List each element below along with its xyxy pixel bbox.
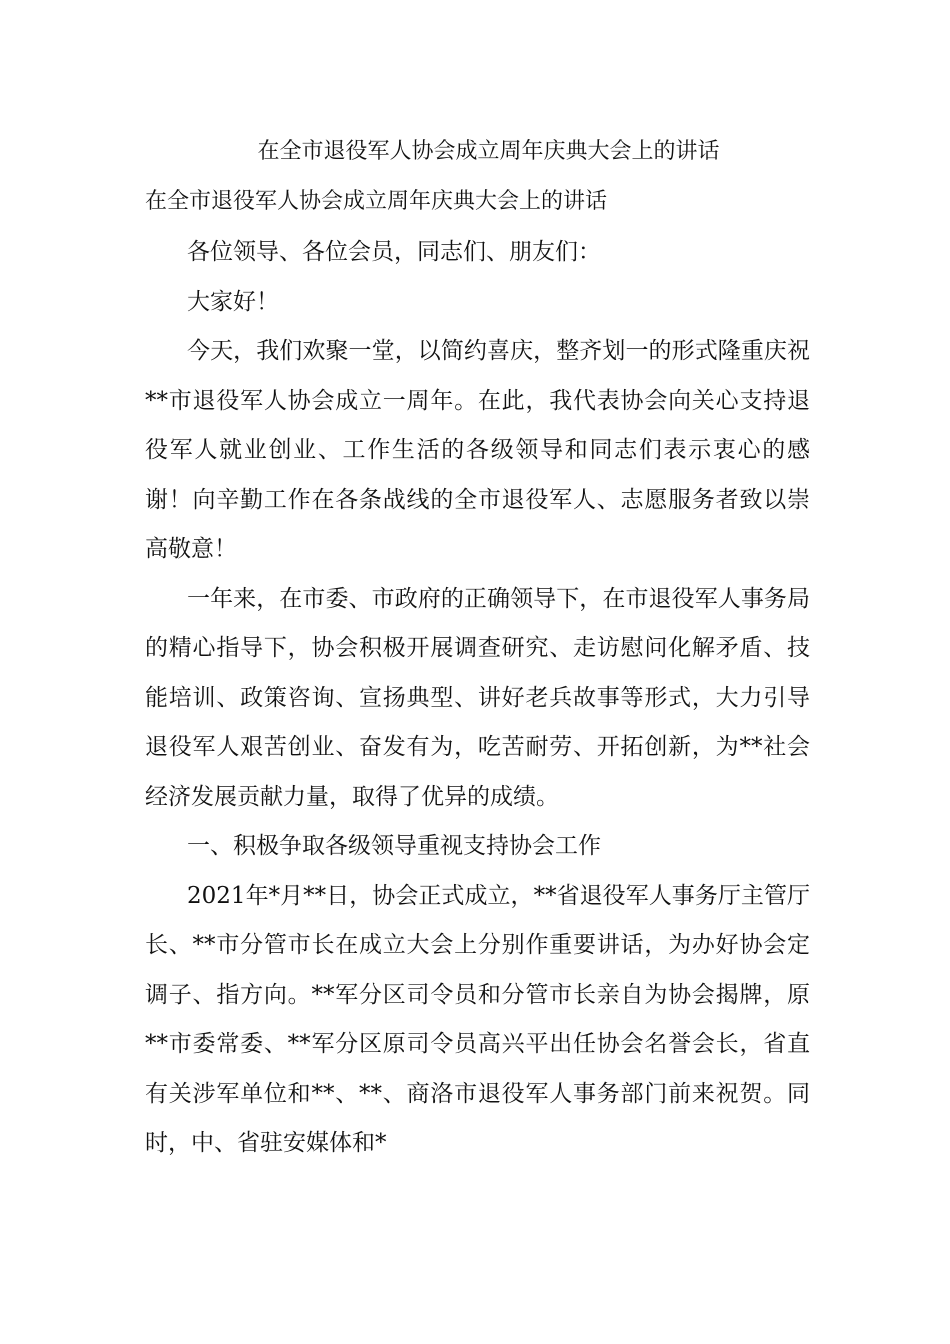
section-1-paragraph: 2021年*月**日，协会正式成立，**省退役军人事务厅主管厅长、**市分管市长在成立大会上分别作重要讲话，为办好协会定调子、指方向。**军分区司令员和分管市长亲自为协会揭牌，原**市委常委、**军分区原司令员高兴平出任协会名誉会长，省直有关涉军单位和**、**、商洛市退役军人事务部门前来祝贺。同时，中、省驻安媒体和* [145,882,810,1156]
document-title: 在全市退役军人协会成立周年庆典大会上的讲话 [257,139,720,164]
salutation-paragraph: 各位领导、各位会员，同志们、朋友们： [187,239,601,265]
intro-paragraph: 今天，我们欢聚一堂，以简约喜庆，整齐划一的形式隆重庆祝**市退役军人协会成立一周年。在此，我代表协会向关心支持退役军人就业创业、工作生活的各级领导和同志们表示衷心的感谢！向辛勤工作在各条战线的全市退役军人、志愿服务者致以崇高敬意！ [145,338,810,562]
section-heading-1: 一、积极争取各级领导重视支持协会工作 [187,833,601,859]
document-subtitle: 在全市退役军人协会成立周年庆典大会上的讲话 [145,189,608,214]
summary-paragraph: 一年来，在市委、市政府的正确领导下，在市退役军人事务局的精心指导下，协会积极开展调查研究、走访慰问化解矛盾、技能培训、政策咨询、宣扬典型、讲好老兵故事等形式，大力引导退役军人艰苦创业、奋发有为，吃苦耐劳、开拓创新，为**社会经济发展贡献力量，取得了优异的成绩。 [145,585,810,810]
greeting-paragraph: 大家好！ [187,288,279,315]
document-page [145,128,810,1169]
